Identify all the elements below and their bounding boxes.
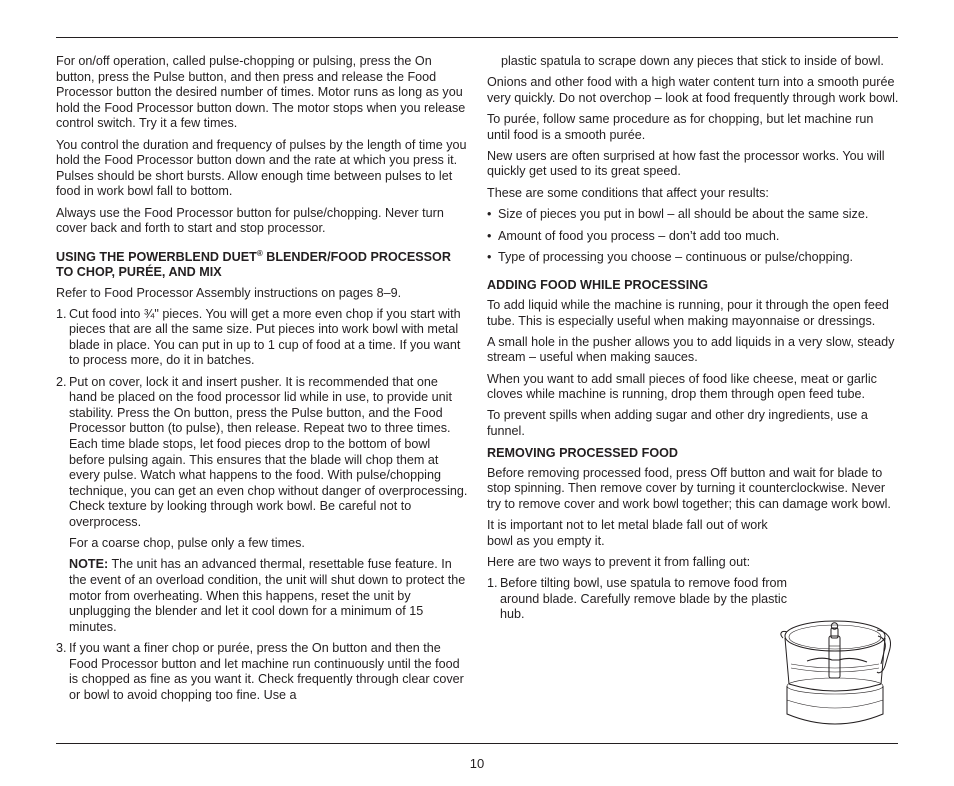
- paragraph: Always use the Food Processor button for pulse/chopping. Never turn cover back and forth to start and stop processor.: [56, 205, 444, 236]
- paragraph: Onions and other food with a high water content turn into a smooth purée very quickly. Do not overchop – look at food frequently through work bowl.: [487, 75, 899, 105]
- paragraph: It is important not to let metal blade fall out of work bowl as you empty it.: [487, 518, 768, 548]
- section-heading-removing-food: REMOVING PROCESSED FOOD: [487, 445, 679, 460]
- paragraph: Here are two ways to prevent it from falling out:: [487, 554, 751, 569]
- step-text: Cut food into ¾" pieces. You will get a more even chop if you start with pieces that are all the same size. Put pieces into work bowl with metal blade in place. You can put in up to 1 cup of food at a time. If you want to process more, do it in batches.: [69, 306, 461, 368]
- bullet: •: [487, 228, 492, 243]
- paragraph: To purée, follow same procedure as for chopping, but let machine run until food is a smooth purée.: [487, 111, 874, 142]
- paragraph: To add liquid while the machine is running, pour it through the open feed tube. This is especially useful when making mayonnaise or dressings.: [487, 298, 889, 328]
- coarse-chop-note: For a coarse chop, pulse only a few times.: [69, 536, 305, 551]
- registered-mark: ®: [256, 248, 263, 258]
- step-text: Put on cover, lock it and insert pusher. It is recommended that one hand be placed on the food processor lid while in use, to provide unit stability. Press the On button, press the Pulse button, and the Food Processor button (to pulse), then release. Repeat two to three times. Each time blade stops, let food pieces drop to the bottom of bowl before pulsing again. This ensures that the blade will chop them at every pulse. Watch what happens to the food. With pulse/chopping technique, you can get an even chop without danger of overprocessing. Check texture by looking through work bowl. Be careful not to overprocess.: [69, 374, 468, 529]
- food-processor-bowl-illustration: [777, 606, 895, 734]
- page-number: 10: [469, 756, 485, 771]
- note-label: NOTE:: [69, 557, 109, 572]
- list-item: • Amount of food you process – don’t add too much.: [487, 228, 780, 243]
- right-column: [487, 54, 899, 629]
- paragraph: New users are often surprised at how fast the processor works. You will quickly get used to its great speed.: [487, 148, 885, 179]
- note-text: The unit has an advanced thermal, resettable fuse feature. In the event of an overload condition, the unit will shut down to protect the motor from overheating. When this happens, reset the unit by unplugging the blender and let it cool down for a minimum of 15 minutes.: [69, 557, 466, 634]
- paragraph: You control the duration and frequency of pulses by the length of time you hold the Food Processor button down and the rate at which you press it. Pulses should be short bursts. Allow enough time between pulses to let food in work bowl fall to bottom.: [56, 137, 467, 199]
- step-number: 3.: [56, 640, 67, 655]
- step-1: [56, 307, 468, 369]
- list-item: • Type of processing you choose – continuous or pulse/chopping.: [487, 250, 853, 265]
- step-3-continued: plastic spatula to scrape down any pieces that stick to inside of bowl.: [501, 54, 884, 68]
- step-number: 1.: [56, 306, 67, 321]
- step-text: Before tilting bowl, use spatula to remove food from around blade. Carefully remove blade by the plastic hub.: [500, 576, 788, 622]
- paragraph: To prevent spills when adding sugar and other dry ingredients, use a funnel.: [487, 408, 868, 438]
- left-column: [56, 54, 468, 709]
- section-heading-adding-food: ADDING FOOD WHILE PROCESSING: [487, 277, 709, 292]
- step-text: If you want a finer chop or purée, press the On button and then the Food Processor button and let machine run continuously until the food is chopped as fine as you want it. Check frequently through clear cover or bowl to avoid chopping too fine. Use a: [69, 640, 464, 702]
- paragraph: A small hole in the pusher allows you to add liquids in a very slow, steady stream – useful when making sauces.: [487, 334, 895, 365]
- top-rule: [56, 37, 898, 38]
- paragraph: For on/off operation, called pulse-chopping or pulsing, press the On button, press the Pulse button, and then press and release the Food Processor button the desired number of times. Motor runs as long as you hold the Food Processor button down. The motor stops when you release control switch. Try it a few times.: [56, 54, 466, 131]
- paragraph: Before removing processed food, press Off button and wait for blade to stop spinning. Then remove cover by turning it counterclockwise. Never try to remove cover and work bowl together; this can damage work bowl.: [487, 465, 891, 511]
- paragraph: When you want to add small pieces of food like cheese, meat or garlic cloves while machine is running, drop them through open feed tube.: [487, 371, 877, 402]
- removal-step-1: [487, 576, 790, 623]
- step-3: [56, 641, 468, 703]
- list-item: • Size of pieces you put in bowl – all should be about the same size.: [487, 206, 869, 221]
- bullet: •: [487, 206, 492, 221]
- paragraph: These are some conditions that affect your results:: [487, 185, 769, 200]
- section-heading-chop-puree-mix: USING THE POWERBLEND DUET® BLENDER/FOOD PROCESSOR TO CHOP, PURÉE, AND MIX: [56, 248, 451, 280]
- bottom-rule: [56, 743, 898, 744]
- thermal-fuse-note: [56, 557, 468, 635]
- paragraph: Refer to Food Processor Assembly instructions on pages 8–9.: [56, 285, 402, 300]
- bullet: •: [487, 250, 492, 265]
- step-number: 1.: [487, 576, 498, 591]
- step-number: 2.: [56, 374, 67, 389]
- step-2: [56, 375, 468, 531]
